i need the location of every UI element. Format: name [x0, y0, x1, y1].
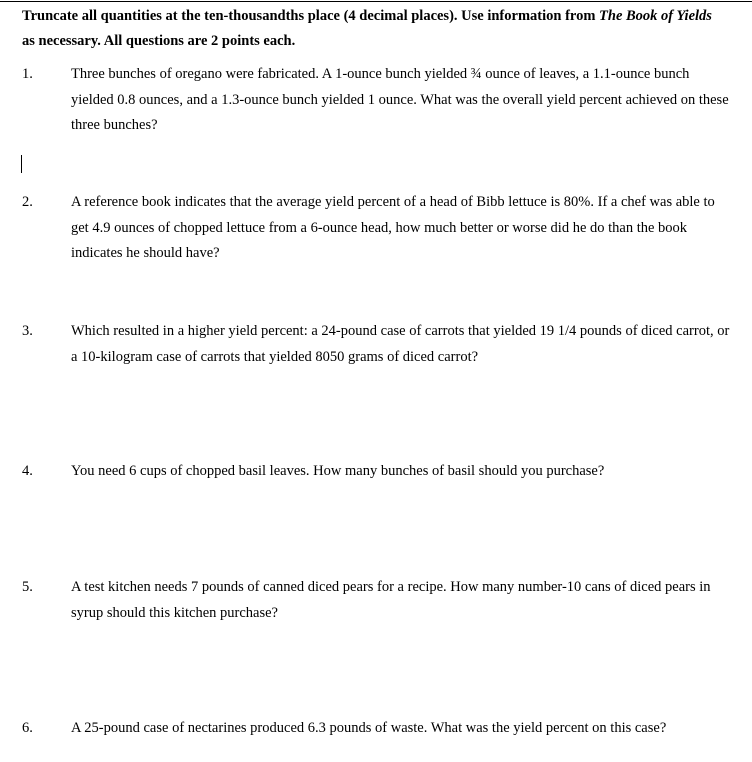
instructions-header	[22, 4, 746, 54]
book-title: The Book of Yields	[599, 8, 712, 24]
question-number: 5.	[22, 579, 33, 595]
question-line: A reference book indicates that the average yield percent of a head of Bibb lettuce is 80%. If a chef was able to	[71, 194, 715, 210]
question-number: 3.	[22, 323, 33, 339]
question-line: yielded 0.8 ounces, and a 1.3-ounce bunch yielded 1 ounce. What was the overall yield percent achieved on these	[71, 91, 729, 108]
question-text[interactable]	[71, 62, 750, 139]
question-line: syrup should this kitchen purchase?	[71, 604, 278, 621]
question-line: A 25-pound case of nectarines produced 6.3 pounds of waste. What was the yield percent on this case?	[71, 720, 667, 736]
instructions-line-2: as necessary. All questions are 2 points each.	[22, 33, 296, 49]
question-line: A test kitchen needs 7 pounds of canned diced pears for a recipe. How many number-10 cans of diced pears in	[71, 579, 711, 595]
question-number: 6.	[22, 720, 33, 736]
question-line: three bunches?	[71, 117, 158, 133]
question-text[interactable]	[71, 716, 750, 742]
question-number: 1.	[22, 66, 33, 82]
top-rule	[0, 1, 752, 2]
question-number: 4.	[22, 463, 33, 479]
question-text[interactable]	[71, 190, 750, 267]
question-number: 2.	[22, 194, 33, 210]
instructions-line-1	[22, 4, 746, 29]
text-cursor	[21, 155, 22, 173]
question-text[interactable]	[71, 459, 750, 485]
question-line: get 4.9 ounces of chopped lettuce from a 6-ounce head, how much better or worse did he do than the book	[71, 219, 688, 236]
question-line: indicates he should have?	[71, 245, 220, 261]
question-line: Which resulted in a higher yield percent: a 24-pound case of carrots that yielded 19 1/4 pounds of diced carrot, or	[71, 323, 730, 339]
question-text[interactable]	[71, 575, 750, 626]
question-line: a 10-kilogram case of carrots that yielded 8050 grams of diced carrot?	[71, 348, 479, 365]
instructions-text: Truncate all quantities at the ten-thousandths place (4 decimal places). Use information from	[22, 8, 600, 24]
question-line: You need 6 cups of chopped basil leaves. How many bunches of basil should you purchase?	[71, 463, 605, 479]
question-line: Three bunches of oregano were fabricated. A 1-ounce bunch yielded ¾ ounce of leaves, a 1.1-ounce bunch	[71, 66, 690, 82]
question-text[interactable]	[71, 319, 750, 370]
